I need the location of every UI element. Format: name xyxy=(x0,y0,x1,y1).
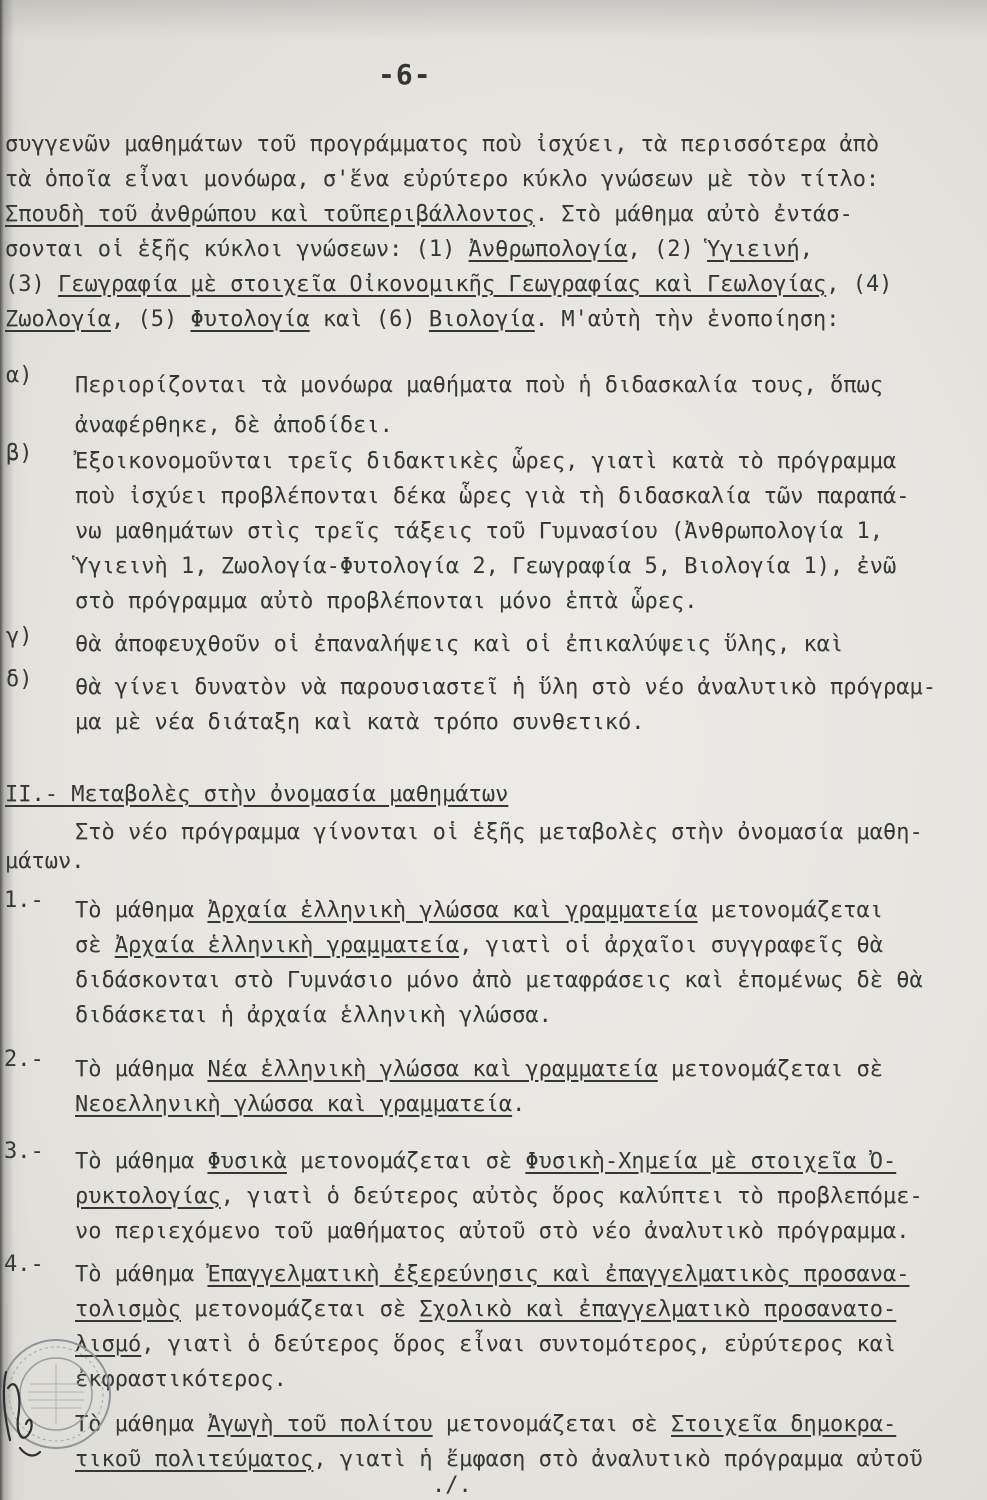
text-line xyxy=(5,162,892,197)
text-run: συγγενῶν μαθημάτων τοῦ προγράμματος ποὺ ἰσχύει, τὰ περισσότερα ἀπὸ xyxy=(5,132,880,157)
underlined-term: Νεοελληνικὴ γλώσσα καὶ γραμματεία xyxy=(75,1092,513,1117)
text-run: διδάσκεται ἡ ἀρχαία ἑλληνικὴ γλώσσα. xyxy=(75,1003,552,1028)
text-run: στὸ πρόγραμμα αὐτὸ προβλέπονται μόνο ἑπτὰ ὧρες. xyxy=(75,589,698,614)
text-line xyxy=(75,406,883,446)
text-line xyxy=(75,1327,909,1362)
text-run: , γιατὶ οἱ ἀρχαῖοι συγγραφεῖς θὰ xyxy=(459,933,883,958)
underlined-term: Ἀνθρωπολογία xyxy=(468,237,628,262)
item-text xyxy=(75,366,883,446)
text-line xyxy=(75,514,909,549)
text-run: , xyxy=(799,237,813,262)
text-line xyxy=(75,963,923,998)
underlined-term: Σπουδὴ τοῦ ἀνθρώπου καὶ τοῦπεριβάλλοντος xyxy=(5,202,535,227)
text-run: Ὑγιεινὴ 1, Ζωολογία-Φυτολογία 2, Γεωγραφία 5, Βιολογία 1), ἐνῶ xyxy=(75,554,897,579)
text-line xyxy=(75,670,936,705)
text-run: μετονομάζεται σὲ xyxy=(432,1412,672,1437)
text-run: , γιατὶ ὁ δεύτερος αὐτὸς ὅρος καλύπτει τὸ προβλεπόμε- xyxy=(220,1184,923,1209)
continuation-mark: ./. xyxy=(432,1473,472,1498)
underlined-term: λισμό xyxy=(75,1332,142,1357)
text-run: . xyxy=(512,1092,526,1117)
text-run: τὰ ὁποῖα εἶναι μονόωρα, σ'ἕνα εὐρύτερο κύκλο γνώσεων μὲ τὸν τίτλο: xyxy=(5,167,880,192)
section-intro-paragraph xyxy=(5,818,923,876)
text-run: σονται οἱ ἑξῆς κύκλοι γνώσεων: (1) xyxy=(5,237,469,262)
item-text xyxy=(75,1052,883,1122)
text-run: μα μὲ νέα διάταξη καὶ κατὰ τρόπο συνθετικό. xyxy=(75,710,645,735)
section-heading xyxy=(5,777,508,812)
text-line xyxy=(75,1052,883,1087)
text-line xyxy=(75,1292,909,1327)
text-line xyxy=(75,444,909,479)
item-number: 3.- xyxy=(4,1139,44,1164)
text-run: μετονομάζεται σὲ xyxy=(657,1057,883,1082)
item-text xyxy=(75,444,909,619)
item-text xyxy=(75,1144,923,1249)
text-line xyxy=(5,197,892,232)
text-line xyxy=(5,267,892,302)
text-line xyxy=(75,366,883,406)
underlined-term: ΙΙ.- Μεταβολὲς στὴν ὀνομασία μαθημάτων xyxy=(5,782,509,807)
underlined-term: Σχολικὸ καὶ ἐπαγγελματικὸ προσανατο- xyxy=(419,1297,897,1322)
item-label: α) xyxy=(6,363,33,388)
text-run: ποὺ ἰσχύει προβλέπονται δέκα ὧρες γιὰ τὴ διδασκαλία τῶν παραπά- xyxy=(75,484,910,509)
list-item-beta xyxy=(0,441,910,614)
text-run: θὰ ἀποφευχθοῦν οἱ ἐπαναλήψεις καὶ οἱ ἐπικαλύψεις ὕλης, καὶ xyxy=(75,632,844,657)
item-number: 4.- xyxy=(4,1252,44,1277)
text-run: μετονομάζεται σὲ xyxy=(286,1149,526,1174)
underlined-term: Φυσικὰ xyxy=(207,1149,287,1174)
renaming-item-3 xyxy=(0,1139,923,1244)
item-text xyxy=(75,1257,909,1397)
page-number: -6- xyxy=(378,58,432,91)
text-line xyxy=(75,479,909,514)
item-label: γ) xyxy=(6,624,33,649)
item-text xyxy=(75,1407,923,1477)
list-item-alpha xyxy=(0,363,883,441)
text-run: θὰ γίνει δυνατὸν νὰ παρουσιαστεῖ ἡ ὕλη στὸ νέο ἀναλυτικὸ πρόγραμ- xyxy=(75,675,936,700)
text-line xyxy=(75,584,909,619)
text-line xyxy=(75,1362,909,1397)
text-run: Στὸ νέο πρόγραμμα γίνονται οἱ ἑξῆς μεταβολὲς στὴν ὀνομασία μαθη- xyxy=(75,820,923,845)
text-line xyxy=(5,127,892,162)
text-run: μετονομάζεται σὲ xyxy=(180,1297,420,1322)
underlined-term: τικοῦ πολιτεύματος xyxy=(75,1447,314,1472)
underlined-term: ρυκτολογίας xyxy=(75,1184,221,1209)
text-run: Τὸ μάθημα xyxy=(75,1149,208,1174)
text-run: , γιατὶ ὁ δεύτερος ὅρος εἶναι συντομότερος, εὐρύτερος καὶ xyxy=(141,1332,897,1357)
text-run: νο περιεχόμενο τοῦ μαθήματος αὐτοῦ στὸ νέο ἀναλυτικὸ πρόγραμμα. xyxy=(75,1219,910,1244)
underlined-term: Ζωολογία xyxy=(5,307,111,332)
text-run: , γιατὶ ἡ ἔμφαση στὸ ἀναλυτικὸ πρόγραμμα αὐτοῦ xyxy=(313,1447,923,1472)
text-run: Τὸ μάθημα xyxy=(75,1262,208,1287)
item-text xyxy=(75,627,843,662)
text-run: μετονομάζεται xyxy=(697,898,883,923)
text-run: Ἐξοικονομοῦνται τρεῖς διδακτικὲς ὧρες, γιατὶ κατὰ τὸ πρόγραμμα xyxy=(75,449,897,474)
text-run: . Μ'αὐτὴ τὴν ἑνοποίηση: xyxy=(534,307,840,332)
text-line xyxy=(75,1179,923,1214)
text-run: , (4) xyxy=(826,272,893,297)
text-run: καὶ (6) xyxy=(309,307,429,332)
item-text xyxy=(75,893,923,1033)
text-run: διδάσκονται στὸ Γυμνάσιο μόνο ἀπὸ μεταφράσεις καὶ ἑπομένως δὲ θὰ xyxy=(75,968,923,993)
text-line xyxy=(5,232,892,267)
item-label: β) xyxy=(6,441,33,466)
text-line xyxy=(75,893,923,928)
intro-paragraph xyxy=(5,127,892,337)
underlined-term: Βιολογία xyxy=(428,307,535,332)
item-number: 2.- xyxy=(4,1047,44,1072)
text-run: νω μαθημάτων στὶς τρεῖς τάξεις τοῦ Γυμνασίου (Ἀνθρωπολογία 1, xyxy=(75,519,883,544)
underlined-term: Νέα ἑλληνικὴ γλώσσα καὶ γραμματεία xyxy=(207,1057,658,1082)
text-line xyxy=(75,928,923,963)
text-run: ἀναφέρθηκε, δὲ ἀποδίδει. xyxy=(75,413,393,438)
text-line xyxy=(5,777,508,812)
underlined-term: Φυσικὴ-Χημεία μὲ στοιχεῖα Ὀ- xyxy=(525,1149,897,1174)
text-line xyxy=(75,1257,909,1292)
renaming-item-2 xyxy=(0,1047,883,1127)
text-run: ἐκφραστικότερος. xyxy=(75,1367,287,1392)
text-line xyxy=(75,1442,923,1477)
text-run: Τὸ μάθημα xyxy=(75,1412,208,1437)
renaming-item-4 xyxy=(0,1252,910,1392)
text-line xyxy=(75,1144,923,1179)
underlined-term: Γεωγραφία μὲ στοιχεῖα Οἰκονομικῆς Γεωγραφίας καὶ Γεωλογίας xyxy=(57,272,827,297)
official-stamp xyxy=(0,1328,118,1468)
text-run: . Στὸ μάθημα αὐτὸ ἐντάσ- xyxy=(534,202,853,227)
item-text xyxy=(75,670,936,740)
text-line xyxy=(75,549,909,584)
renaming-item-1 xyxy=(0,888,923,1028)
text-run: Τὸ μάθημα xyxy=(75,898,208,923)
list-item-delta xyxy=(0,667,936,745)
text-line xyxy=(75,1407,923,1442)
underlined-term: Φυτολογία xyxy=(190,307,310,332)
text-run: σὲ xyxy=(75,933,115,958)
underlined-term: τολισμὸς xyxy=(75,1297,181,1322)
underlined-term: Ἀρχαία ἑλληνικὴ γλώσσα καὶ γραμματεία xyxy=(207,898,698,923)
text-run: , (2) xyxy=(627,237,708,262)
text-line xyxy=(75,998,923,1033)
text-line xyxy=(75,705,936,740)
text-run: Περιορίζονται τὰ μονόωρα μαθήματα ποὺ ἡ διδασκαλία τους, ὅπως xyxy=(75,373,883,398)
underlined-term: Ὑγιεινή xyxy=(707,237,800,262)
item-label: δ) xyxy=(6,667,33,692)
underlined-term: Ἀρχαία ἑλληνικὴ γραμματεία xyxy=(114,933,460,958)
text-run: (3) xyxy=(5,272,58,297)
text-line xyxy=(75,627,843,662)
text-run: , (5) xyxy=(110,307,191,332)
underlined-term: Ἀγωγὴ τοῦ πολίτου xyxy=(207,1412,433,1437)
text-line xyxy=(5,818,923,847)
text-line xyxy=(75,1214,923,1249)
item-number: 1.- xyxy=(4,888,44,913)
text-run: μάτων. xyxy=(5,849,85,874)
underlined-term: Στοιχεῖα δημοκρα- xyxy=(671,1412,897,1437)
text-line xyxy=(5,847,923,876)
text-line xyxy=(75,1087,883,1122)
underlined-term: Ἐπαγγελματικὴ ἐξερεύνησις καὶ ἐπαγγελματικὸς προσανα- xyxy=(207,1262,910,1287)
text-line xyxy=(5,302,892,337)
text-run: Τὸ μάθημα xyxy=(75,1057,208,1082)
